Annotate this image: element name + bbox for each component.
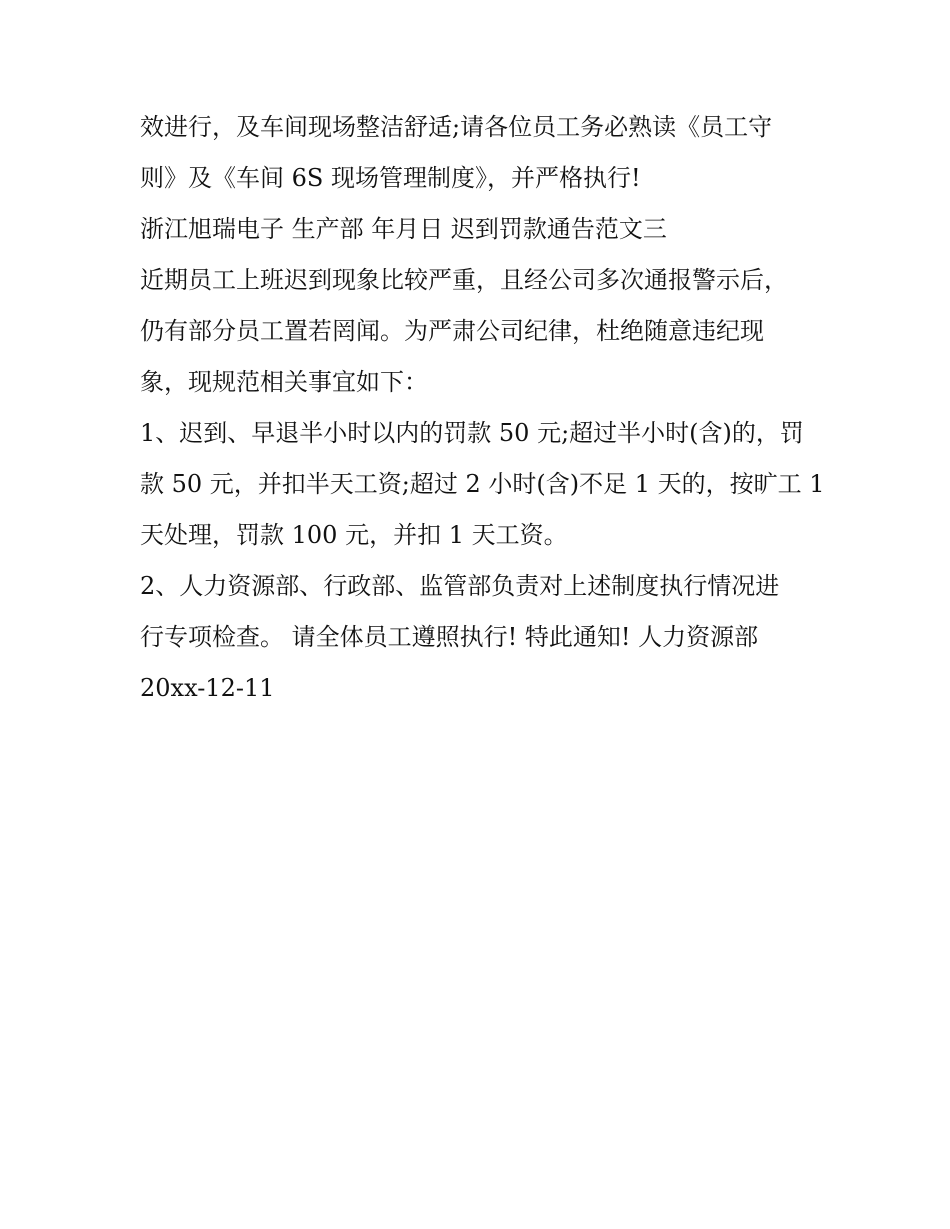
text-line: 2、人力资源部、行政部、监管部负责对上述制度执行情况进: [140, 572, 780, 600]
text-line: 1、迟到、早退半小时以内的罚款 50 元;超过半小时(含)的，罚: [140, 419, 804, 447]
text-line: 则》及《车间 6S 现场管理制度》，并严格执行!: [140, 164, 641, 192]
text-line: 行专项检查。 请全体员工遵照执行! 特此通知! 人力资源部: [140, 623, 759, 651]
document-body: [140, 102, 825, 714]
text-line: 浙江旭瑞电子 生产部 年月日 迟到罚款通告范文三: [140, 215, 667, 243]
text-line: 效进行，及车间现场整洁舒适;请各位员工务必熟读《员工守: [140, 113, 773, 141]
text-line: 仍有部分员工置若罔闻。为严肃公司纪律，杜绝随意违纪现: [140, 317, 764, 345]
text-line: 近期员工上班迟到现象比较严重，且经公司多次通报警示后，: [140, 266, 788, 294]
text-line: 天处理，罚款 100 元，并扣 1 天工资。: [140, 521, 568, 549]
date-line: 20xx-12-11: [140, 674, 275, 702]
text-line: 象，现规范相关事宜如下：: [140, 368, 428, 396]
text-line: 款 50 元，并扣半天工资;超过 2 小时(含)不足 1 天的，按旷工 1: [140, 470, 825, 498]
